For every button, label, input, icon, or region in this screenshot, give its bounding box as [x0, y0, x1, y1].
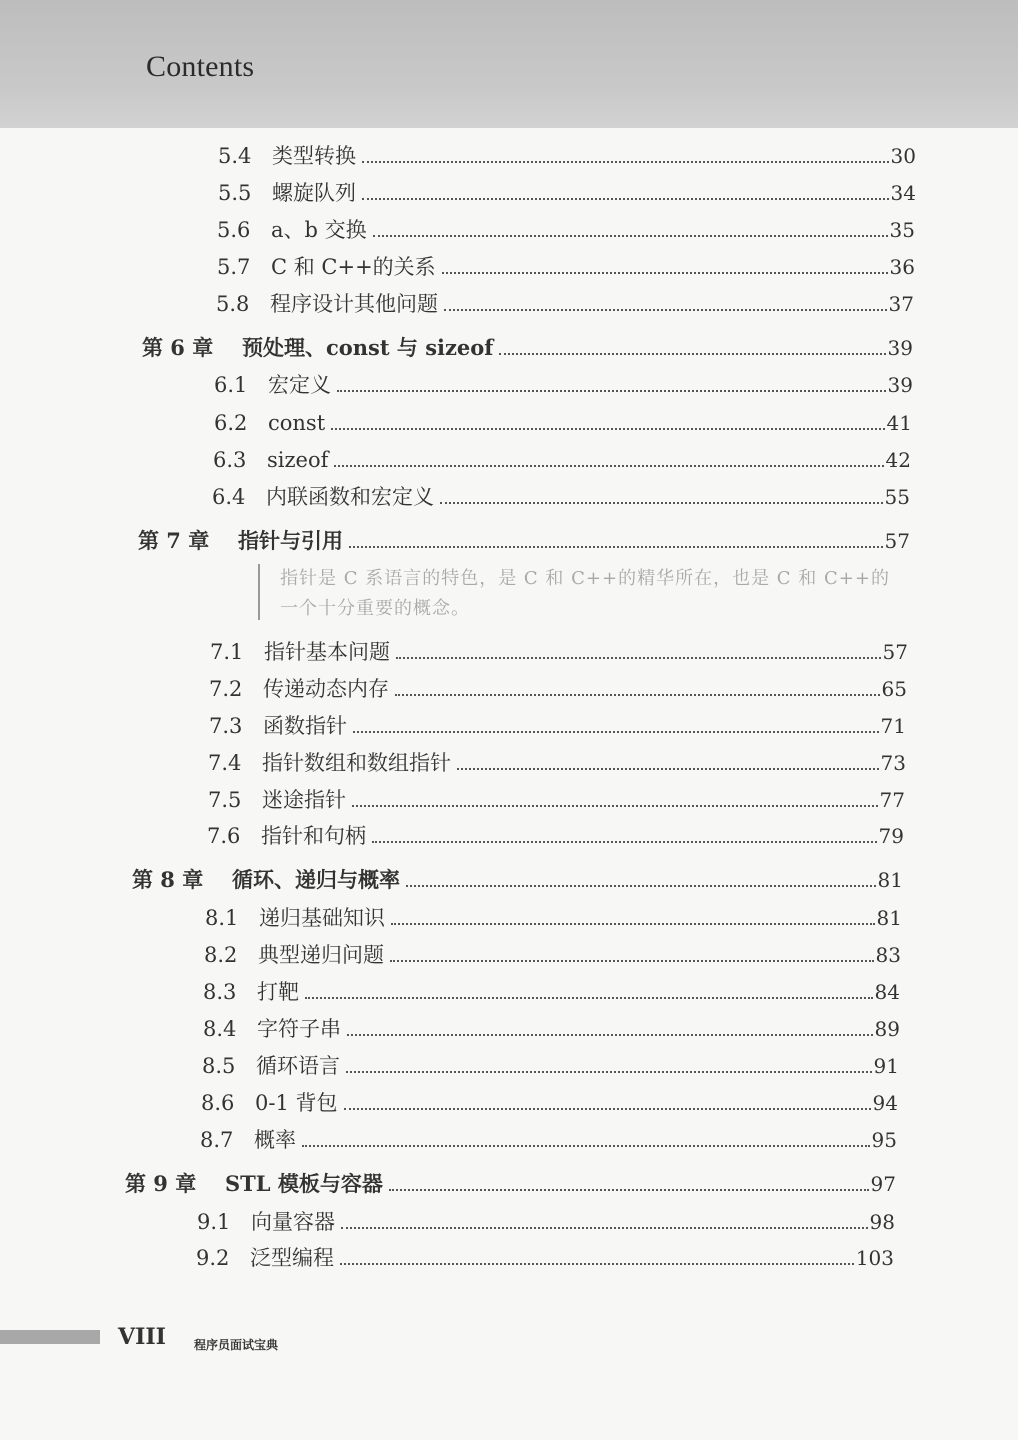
toc-entry-title: C 和 C++的关系	[271, 255, 436, 279]
chapter-note-line: 指针是 C 系语言的特色，是 C 和 C++的精华所在，也是 C 和 C++的	[280, 568, 890, 589]
toc-chapter-number: 第 7 章	[138, 528, 210, 553]
page-title: Contents	[146, 50, 255, 83]
dot-leader	[349, 546, 883, 548]
toc-entry[interactable]	[212, 479, 910, 509]
toc-entry-title: 程序设计其他问题	[270, 292, 438, 316]
dot-leader	[395, 694, 880, 696]
toc-entry[interactable]	[204, 937, 901, 967]
toc-entry-page: 77	[879, 788, 905, 812]
toc-entry-title: 概率	[254, 1128, 296, 1152]
footer-page-number: VIII	[118, 1324, 166, 1350]
toc-entry[interactable]	[205, 900, 902, 930]
dot-leader	[302, 1145, 870, 1147]
toc-entry-page: 41	[886, 411, 912, 435]
toc-entry-page: 98	[869, 1210, 895, 1234]
toc-entry-page: 95	[871, 1128, 897, 1152]
dot-leader	[440, 502, 883, 504]
dot-leader	[457, 768, 879, 770]
toc-entry[interactable]	[209, 708, 906, 738]
toc-entry-title: 函数指针	[263, 714, 347, 738]
dot-leader	[373, 235, 888, 237]
toc-entry[interactable]	[216, 286, 914, 316]
toc-chapter-number: 第 6 章	[142, 335, 214, 360]
toc-chapter-title: 循环、递归与概率	[232, 867, 400, 892]
dot-leader	[341, 1227, 868, 1229]
toc-entry-page: 35	[889, 218, 915, 242]
dot-leader	[391, 923, 875, 925]
dot-leader	[372, 841, 877, 843]
toc-entry[interactable]	[208, 782, 905, 812]
toc-entry[interactable]	[203, 1011, 900, 1041]
toc-entry-page: 71	[880, 714, 906, 738]
toc-entry-title: 指针和句柄	[261, 824, 366, 848]
toc-entry[interactable]	[214, 367, 913, 397]
toc-entry-title: a、b 交换	[271, 218, 367, 242]
toc-entry-title: 宏定义	[268, 373, 331, 397]
toc-entry-page: 81	[876, 906, 902, 930]
toc-entry-page: 79	[878, 824, 904, 848]
toc-entry-page: 36	[889, 255, 915, 279]
toc-entry-number: 8.1	[205, 906, 239, 930]
dot-leader	[353, 731, 879, 733]
toc-chapter[interactable]	[125, 1166, 896, 1196]
toc-entry-page: 34	[890, 181, 916, 205]
toc-entry-title: 循环语言	[256, 1054, 340, 1078]
toc-entry-number: 7.3	[209, 714, 243, 738]
footer-book-title: 程序员面试宝典	[194, 1338, 279, 1352]
chapter-note	[258, 564, 940, 620]
toc-chapter[interactable]	[142, 330, 913, 360]
dot-leader	[346, 1071, 872, 1073]
toc-entry-number: 6.1	[214, 373, 248, 397]
dot-leader	[337, 390, 886, 392]
toc-entry-title: 打靶	[257, 980, 299, 1004]
toc-entry-number: 5.8	[216, 292, 250, 316]
toc-entry[interactable]	[213, 442, 911, 472]
toc-entry-number: 9.1	[197, 1210, 231, 1234]
toc-entry-number: 8.2	[204, 943, 238, 967]
dot-leader	[344, 1108, 871, 1110]
toc-entry-page: 57	[882, 640, 908, 664]
toc-entry-page: 94	[872, 1091, 898, 1115]
toc-entry-page: 103	[855, 1246, 894, 1270]
toc-entry[interactable]	[197, 1204, 895, 1234]
toc-entry-number: 6.4	[212, 485, 246, 509]
toc-entry-title: 指针数组和数组指针	[262, 751, 451, 775]
toc-entry-title: 内联函数和宏定义	[266, 485, 434, 509]
dot-leader	[331, 428, 884, 430]
toc-chapter[interactable]	[132, 862, 903, 892]
toc-entry[interactable]	[200, 1122, 897, 1152]
dot-leader	[347, 1034, 873, 1036]
dot-leader	[396, 657, 881, 659]
toc-entry[interactable]	[207, 818, 904, 848]
dot-leader	[305, 997, 873, 999]
toc-entry-number: 8.3	[203, 980, 237, 1004]
toc-chapter-title: 指针与引用	[238, 528, 343, 553]
toc-entry-title: 传递动态内存	[263, 677, 389, 701]
toc-entry-title: 典型递归问题	[258, 943, 384, 967]
dot-leader	[390, 960, 874, 962]
toc-chapter-number: 第 8 章	[132, 867, 204, 892]
toc-entry-title: sizeof	[267, 448, 329, 472]
toc-entry-number: 8.7	[200, 1128, 234, 1152]
toc-entry[interactable]	[201, 1085, 898, 1115]
toc-entry[interactable]	[217, 212, 915, 242]
dot-leader	[340, 1263, 854, 1265]
toc-entry-title: 0-1 背包	[255, 1091, 338, 1115]
toc-chapter-title: STL 模板与容器	[225, 1171, 383, 1196]
toc-entry[interactable]	[214, 405, 912, 435]
toc-entry-number: 7.2	[209, 677, 243, 701]
toc-entry-title: 字符子串	[257, 1017, 341, 1041]
toc-entry[interactable]	[208, 745, 906, 775]
footer-bar	[0, 1330, 100, 1344]
dot-leader	[406, 885, 876, 887]
dot-leader	[442, 272, 888, 274]
toc-entry-page: 84	[874, 980, 900, 1004]
dot-leader	[444, 309, 887, 311]
toc-entry-page: 37	[888, 292, 914, 316]
toc-entry-page: 65	[881, 677, 907, 701]
toc-entry-page: 83	[875, 943, 901, 967]
dot-leader	[389, 1189, 869, 1191]
toc-entry-number: 5.4	[218, 144, 252, 168]
toc-entry-number: 7.6	[207, 824, 241, 848]
dot-leader	[362, 161, 889, 163]
toc-entry-number: 7.1	[210, 640, 244, 664]
toc-entry[interactable]	[217, 249, 915, 279]
toc-chapter-page: 57	[884, 529, 910, 553]
toc-chapter-title: 预处理、const 与 sizeof	[242, 335, 494, 360]
toc-entry[interactable]	[218, 175, 916, 205]
toc-entry-page: 73	[880, 751, 906, 775]
toc-entry-title: 向量容器	[251, 1210, 335, 1234]
toc-entry-number: 5.5	[218, 181, 252, 205]
toc-entry-title: 指针基本问题	[264, 640, 390, 664]
toc-entry-number: 5.7	[217, 255, 251, 279]
toc-entry-page: 55	[884, 485, 910, 509]
toc-entry-number: 7.5	[208, 788, 242, 812]
toc-entry-title: 递归基础知识	[259, 906, 385, 930]
toc-entry-number: 8.5	[202, 1054, 236, 1078]
toc-entry[interactable]	[210, 634, 908, 664]
toc-chapter-number: 第 9 章	[125, 1171, 197, 1196]
toc-chapter-page: 97	[870, 1172, 896, 1196]
toc-entry[interactable]	[203, 974, 900, 1004]
toc-entry-page: 91	[873, 1054, 899, 1078]
toc-chapter-page: 81	[877, 868, 903, 892]
dot-leader	[334, 465, 883, 467]
toc-entry-title: 迷途指针	[262, 788, 346, 812]
dot-leader	[499, 353, 885, 355]
dot-leader	[362, 198, 889, 200]
toc-chapter-page: 39	[887, 336, 913, 360]
toc-entry-page: 30	[890, 144, 916, 168]
toc-entry-number: 9.2	[196, 1246, 230, 1270]
chapter-note-line: 一个十分重要的概念。	[280, 598, 470, 619]
toc-entry[interactable]	[209, 671, 907, 701]
toc-entry-title: 类型转换	[272, 144, 356, 168]
toc-entry-title: 螺旋队列	[272, 181, 356, 205]
toc-entry-number: 8.4	[203, 1017, 237, 1041]
toc-entry-number: 8.6	[201, 1091, 235, 1115]
toc-entry-number: 7.4	[208, 751, 242, 775]
toc-entry[interactable]	[196, 1240, 894, 1270]
toc-entry-page: 89	[874, 1017, 900, 1041]
toc-entry-number: 6.3	[213, 448, 247, 472]
dot-leader	[352, 805, 878, 807]
toc-entry[interactable]	[202, 1048, 899, 1078]
toc-entry-page: 39	[887, 373, 913, 397]
toc-chapter[interactable]	[138, 523, 910, 553]
toc-entry-number: 5.6	[217, 218, 251, 242]
toc-entry-number: 6.2	[214, 411, 248, 435]
toc-entry-title: const	[268, 411, 326, 435]
toc-entry-title: 泛型编程	[250, 1246, 334, 1270]
toc-entry[interactable]	[218, 138, 916, 168]
toc-entry-page: 42	[885, 448, 911, 472]
